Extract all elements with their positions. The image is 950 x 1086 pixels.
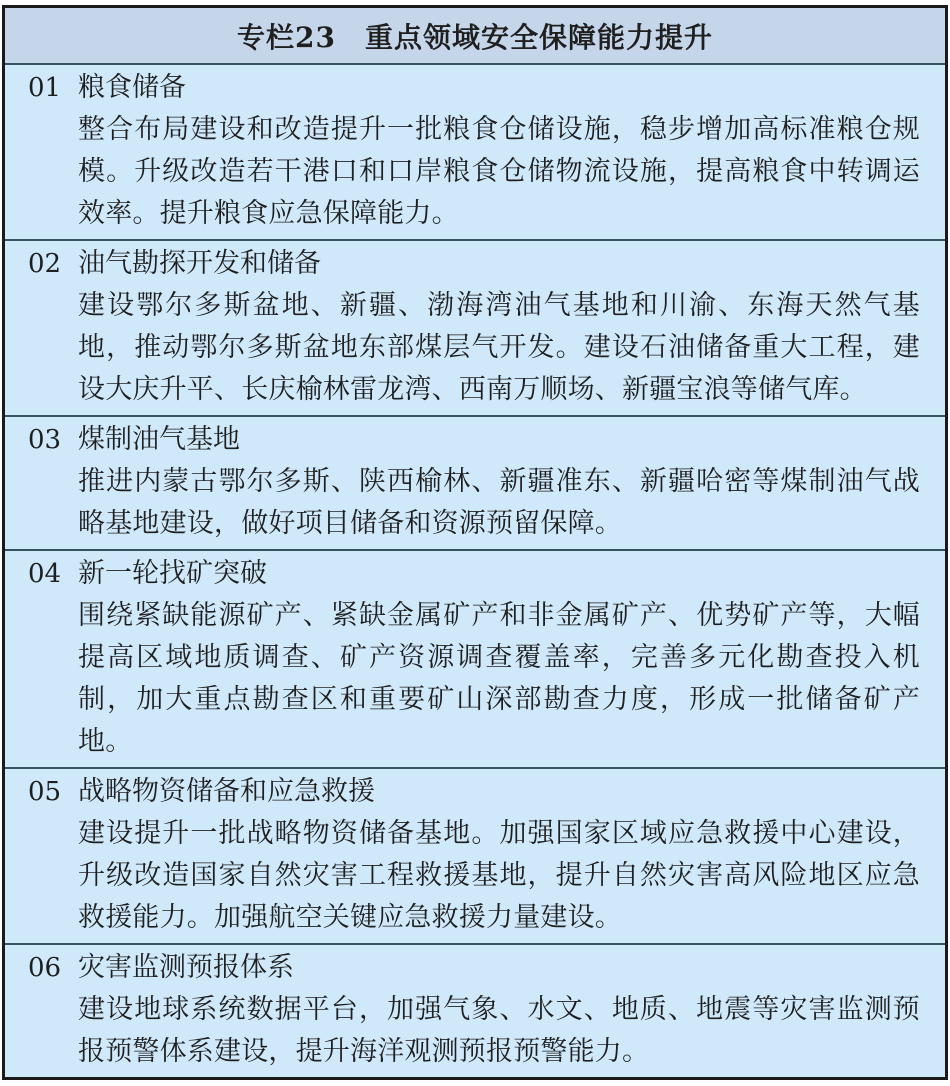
section-row [5,415,945,549]
column-box-23 [2,5,948,1080]
section-title: 粮食储备 [78,72,186,103]
section-number: 04 [28,559,62,589]
box-header [5,8,945,63]
section-row [5,943,945,1077]
section-number: 02 [28,249,62,279]
section-body: 围绕紧缺能源矿产、紧缺金属矿产和非金属矿产、优势矿产等，大幅提高区域地质调查、矿产资源调查覆盖率，完善多元化勘查投入机制，加大重点勘查区和重要矿山深部勘查力度，形成一批储备矿产地。 [78,600,920,757]
section-body: 建设提升一批战略物资储备基地。加强国家区域应急救援中心建设，升级改造国家自然灾害工程救援基地，提升自然灾害高风险地区应急救援能力。加强航空关键应急救援力量建设。 [78,818,920,933]
box-title: 专栏23 重点领域安全保障能力提升 [237,20,713,54]
section-number: 05 [28,777,62,807]
section-row [5,549,945,767]
section-body: 建设地球系统数据平台，加强气象、水文、地质、地震等灾害监测预报预警体系建设，提升海洋观测预报预警能力。 [78,994,920,1067]
section-row [5,767,945,943]
section-title: 战略物资储备和应急救援 [78,776,375,807]
section-row [5,63,945,239]
section-title: 油气勘探开发和储备 [78,248,321,279]
section-title: 煤制油气基地 [78,424,240,455]
section-number: 03 [28,425,62,455]
section-body: 推进内蒙古鄂尔多斯、陕西榆林、新疆准东、新疆哈密等煤制油气战略基地建设，做好项目储备和资源预留保障。 [78,466,920,539]
section-number: 06 [28,953,62,983]
section-row [5,239,945,415]
section-body: 建设鄂尔多斯盆地、新疆、渤海湾油气基地和川渝、东海天然气基地，推动鄂尔多斯盆地东部煤层气开发。建设石油储备重大工程，建设大庆升平、长庆榆林雷龙湾、西南万顺场、新疆宝浪等储气库。 [78,290,920,405]
section-title: 新一轮找矿突破 [78,558,267,589]
section-title: 灾害监测预报体系 [78,952,294,983]
sections [5,63,945,1077]
section-body: 整合布局建设和改造提升一批粮食仓储设施，稳步增加高标准粮仓规模。升级改造若干港口和口岸粮食仓储物流设施，提高粮食中转调运效率。提升粮食应急保障能力。 [78,114,920,229]
section-number: 01 [28,73,62,103]
